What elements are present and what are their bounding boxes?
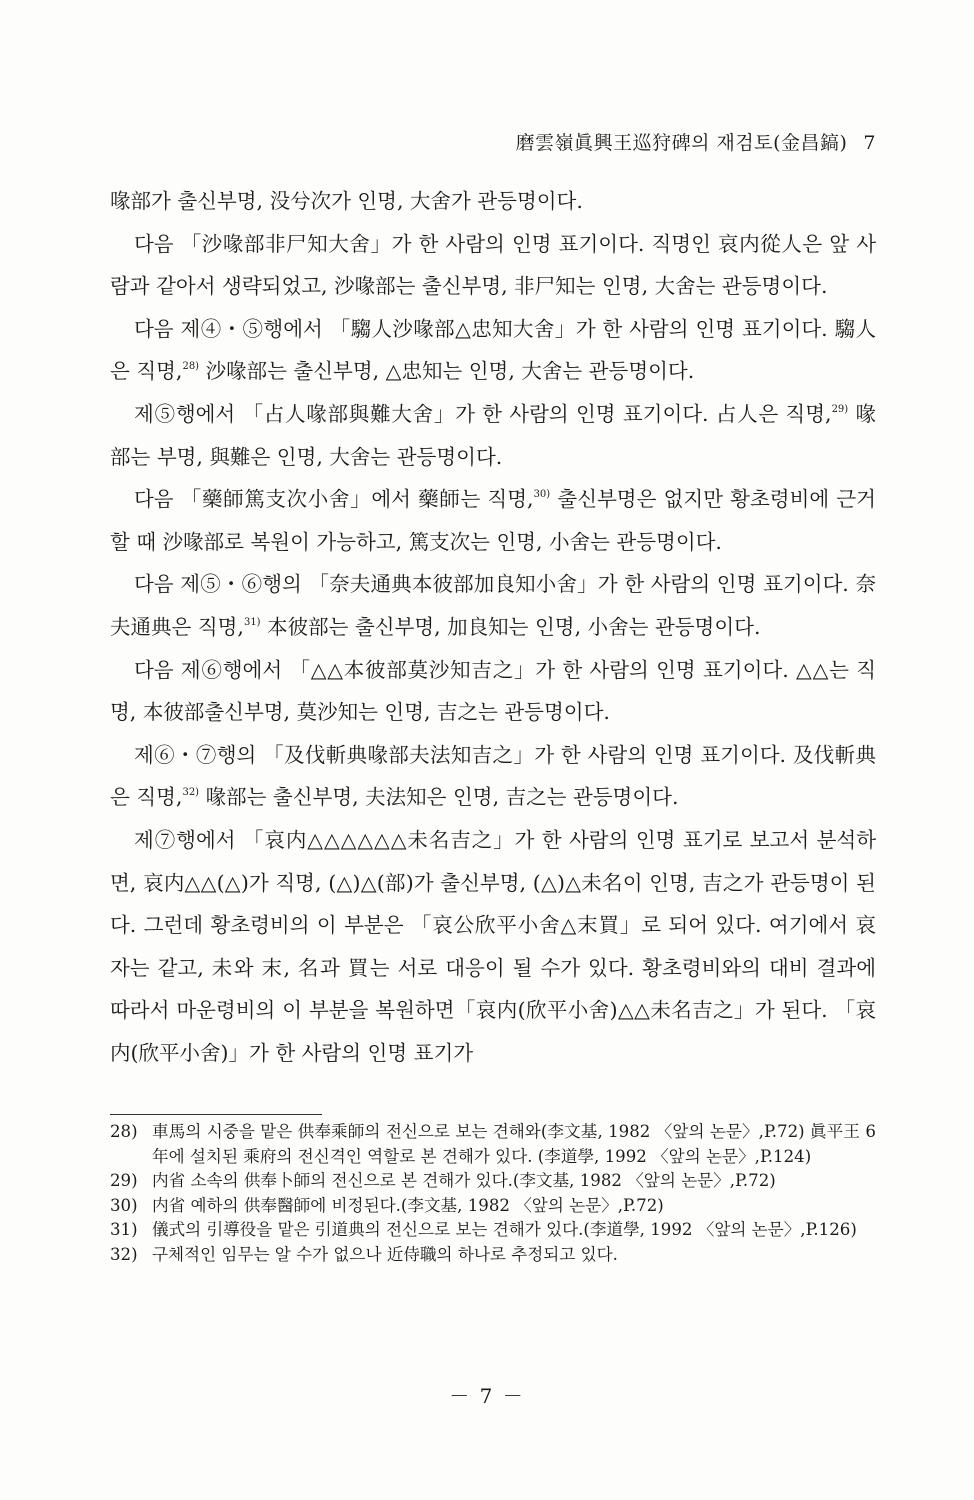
footnote-separator — [110, 1114, 322, 1115]
footnote-ref: 30) — [533, 489, 551, 501]
paragraph-text: 다음 제⑤・⑥행의 「奈夫通典本彼部加良知小舍」가 한 사람의 인명 표기이다. 奈夫通典은 직명, — [110, 572, 876, 639]
paragraph — [110, 734, 876, 819]
footnote-number: 28) — [110, 1122, 138, 1141]
paragraph-text: 喙部가 출신부명, 没兮次가 인명, 大舍가 관등명이다. — [110, 189, 583, 213]
footnote — [110, 1194, 876, 1219]
running-header-title: 磨雲嶺眞興王巡狩碑의 재검토(金昌鎬) — [515, 132, 848, 154]
footnote-text: 内省 소속의 供奉卜師의 전신으로 본 견해가 있다.(李文基, 1982 〈앞의 논문〉,P.72) — [152, 1171, 776, 1190]
footnote — [110, 1243, 876, 1268]
footnote-number: 31) — [110, 1220, 138, 1239]
page-footer: － 7 － — [449, 1384, 525, 1408]
footnote-ref: 29) — [831, 403, 849, 415]
paragraph — [110, 819, 876, 1075]
paragraph-text: 沙喙部는 출신부명, △忠知는 인명, 大舍는 관등명이다. — [199, 359, 695, 384]
footnotes — [110, 1120, 876, 1267]
paragraph-text: 다음 제④・⑤행에서 「騶人沙喙部△忠知大舍」가 한 사람의 인명 표기이다. 騶人은 직명, — [110, 316, 876, 384]
paragraph-text: 本彼部는 출신부명, 加良知는 인명, 小舍는 관등명이다. — [260, 614, 761, 639]
footnote-ref: 32) — [182, 787, 200, 799]
footnote-ref: 31) — [243, 616, 261, 628]
paragraph-text: 다음 「藥師篤支次小舍」에서 藥師는 직명, — [134, 487, 534, 512]
footnote-text: 車馬의 시중을 맡은 供奉乘師의 전신으로 보는 견해와(李文基, 1982 〈앞의 논문〉,P.72) 眞平王 6年에 설치된 乘府의 전신격인 역할로 본 견해가 있다. (李道學, 1992 〈앞의 논문〉,P.124) — [152, 1122, 876, 1166]
paragraph — [110, 223, 876, 308]
paragraph-text: 다음 「沙喙部非尸知大舍」가 한 사람의 인명 표기이다. 직명인 哀内從人은 앞 사람과 같아서 생략되었고, 沙喙部는 출신부명, 非尸知는 인명, 大舍는 관등명이다. — [110, 231, 876, 299]
footnote-ref: 28) — [182, 361, 200, 373]
running-header — [516, 128, 876, 155]
paragraph — [110, 649, 876, 734]
paragraph — [110, 308, 876, 393]
footnote-number: 32) — [110, 1244, 138, 1264]
paragraph — [110, 563, 876, 648]
paragraph-text: 제⑥・⑦행의 「及伐斬典喙部夫法知吉之」가 한 사람의 인명 표기이다. 及伐斬典은 직명, — [110, 742, 876, 810]
body-text — [110, 180, 876, 1074]
paragraph — [110, 393, 876, 478]
paragraph-text: 喙部는 출신부명, 夫法知은 인명, 吉之는 관등명이다. — [199, 785, 679, 810]
paragraph-text: 喙部는 부명, 與難은 인명, 大舍는 관등명이다. — [110, 401, 876, 469]
footnote-text: 구체적인 임무는 알 수가 없으나 近侍職의 하나로 추정되고 있다. — [152, 1244, 618, 1264]
paragraph-text: 다음 제⑥행에서 「△△本彼部莫沙知吉之」가 한 사람의 인명 표기이다. △△는 직명, 本彼部출신부명, 莫沙知는 인명, 吉之는 관등명이다. — [110, 657, 876, 725]
footnote — [110, 1120, 876, 1169]
paragraph — [110, 478, 876, 563]
footnote — [110, 1218, 876, 1243]
footnote-text: 儀式의 引導役을 맡은 引道典의 전신으로 보는 견해가 있다.(李道學, 1992 〈앞의 논문〉,P.126) — [152, 1220, 857, 1239]
footnote-text: 内省 예하의 供奉醫師에 비정된다.(李文基, 1982 〈앞의 논문〉,P.72) — [152, 1195, 664, 1215]
paragraph-text: 제⑦행에서 「哀内△△△△△△未名吉之」가 한 사람의 인명 표기로 보고서 분석하면, 哀内△△(△)가 직명, (△)△(部)가 출신부명, (△)△未名이 인명, 吉之가 관등명이 된다. 그런데 황초령비의 이 부분은 「哀公欣平小舍△末買」로 되어 있다. 여기에서 哀자는 같고, 未와 末, 名과 買는 서로 대응이 될 수가 있다. 황초령비와의 대비 결과에 따라서 마운령비의 이 부분을 복원하면「哀内(欣平小舍)△△未名吉之」가 된다. 「哀内(欣平小舍)」가 한 사람의 인명 표기가 — [110, 827, 876, 1065]
running-header-page-number: 7 — [863, 132, 876, 154]
footnote-number: 29) — [110, 1171, 138, 1190]
footnote — [110, 1169, 876, 1194]
paragraph-text: 제⑤행에서 「占人喙部與難大舍」가 한 사람의 인명 표기이다. 占人은 직명, — [134, 401, 832, 426]
paragraph-text: 출신부명은 없지만 황초령비에 근거할 때 沙喙部로 복원이 가능하고, 篤支次는 인명, 小舍는 관등명이다. — [110, 487, 876, 554]
paragraph — [110, 180, 876, 223]
footnote-number: 30) — [110, 1195, 138, 1215]
